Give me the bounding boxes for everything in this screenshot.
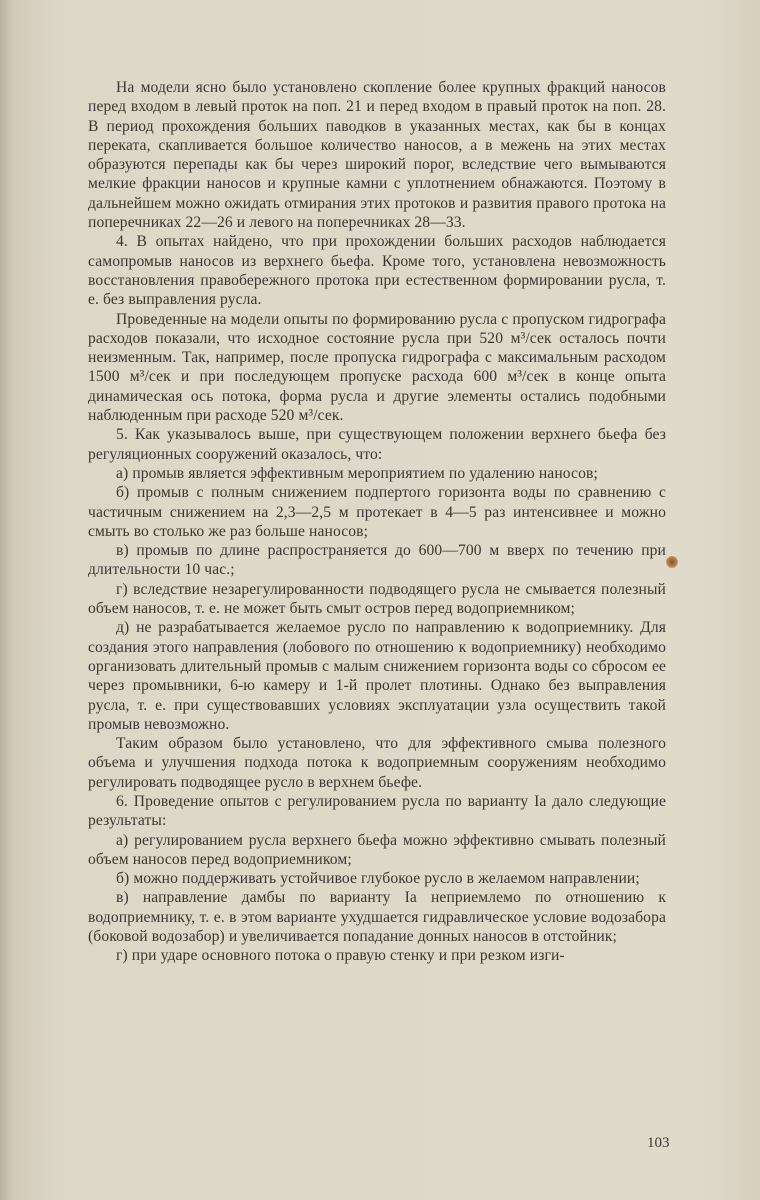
paragraph: Таким образом было установлено, что для эффективного смыва полезного объема и улучшения подхода потока к водоприемным сооружениям необходимо регулировать подводящее русло в верхнем бьефе. [88,735,666,791]
list-item: в) направление дамбы по варианту Ia неприемлемо по отношению к водоприемнику, т. е. в этом варианте ухудшается гидравлическое условие водозабора (боковой водозабор) и увеличивается попадание донных наносов в отстойник; [88,889,666,946]
body-text [88,78,666,966]
list-item: г) при ударе основного потока о правую стенку и при резком изги- [116,947,565,965]
list-item: г) вследствие незарегулированности подводящего русла не смывается полезный объем наносов, т. е. не может быть смыт остров перед водоприемником; [88,580,666,618]
list-item: в) промыв по длине распространяется до 600—700 м вверх по течению при длительности 10 час.; [88,542,666,579]
paragraph: 5. Как указывалось выше, при существующем положении верхнего бьефа без регуляционных сооружений оказалось, что: [88,426,666,463]
paragraph: 4. В опытах найдено, что при прохождении больших расходов наблюдается самопромыв наносов из верхнего бьефа. Кроме того, установлена невозможность восстановления правобережного протока при естественном формировании русла, т. е. без выправления русла. [88,233,666,309]
list-item: б) можно поддерживать устойчивое глубокое русло в желаемом направлении; [116,870,640,888]
paragraph: Проведенные на модели опыты по формированию русла с пропуском гидрографа расходов показали, что исходное состояние русла при 520 м³/сек осталось почти неизменным. Так, например, после пропуска гидрографа с максимальным расходом 1500 м³/сек и при последующем пропуске расхода 600 м³/сек в конце опыта динамическая ось потока, форма русла и другие элементы остались подобными наблюденным при расходе 520 м³/сек. [88,310,666,425]
list-item: б) промыв с полным снижением подпертого горизонта воды по сравнению с частичным снижением на 2,3—2,5 м протекает в 4—5 раз интенсивнее и можно смыть во столько же раз больше наносов; [88,484,666,540]
paragraph: На модели ясно было установлено скопление более крупных фракций наносов перед входом в левый проток на поп. 21 и перед входом в правый проток на поп. 28. В период прохождения больших паводков в указанных местах, как бы в концах переката, скапливается большое количество наносов, а в межень на этих местах образуются перепады как бы через широкий порог, вследствие чего вымываются мелкие фракции наносов и крупные камни с уплотнением обнажаются. Поэтому в дальнейшем можно ожидать отмирания этих протоков и развития правого протока на поперечниках 22—26 и левого на поперечниках 28—33. [88,79,666,232]
page-number: 103 [647,1135,670,1151]
list-item: д) не разрабатывается желаемое русло по направлению к водоприемнику. Для создания этого направления (лобового по отношению к водоприемнику) необходимо организовать длительный промыв с малым снижением горизонта воды со сбросом ее через промывники, 6-ю камеру и 1-й пролет плотины. Однако без выправления русла, т. е. при существовавших условиях эксплуатации узла осуществить такой промыв невозможно. [88,619,666,733]
list-item: а) промыв является эффективным мероприятием по удалению наносов; [116,464,598,482]
paragraph: 6. Проведение опытов с регулированием русла по варианту Ia дало следующие результаты: [88,792,666,830]
paper-stain [666,556,678,568]
list-item: а) регулированием русла верхнего бьефа можно эффективно смывать полезный объем наносов перед водоприемником; [88,831,666,868]
